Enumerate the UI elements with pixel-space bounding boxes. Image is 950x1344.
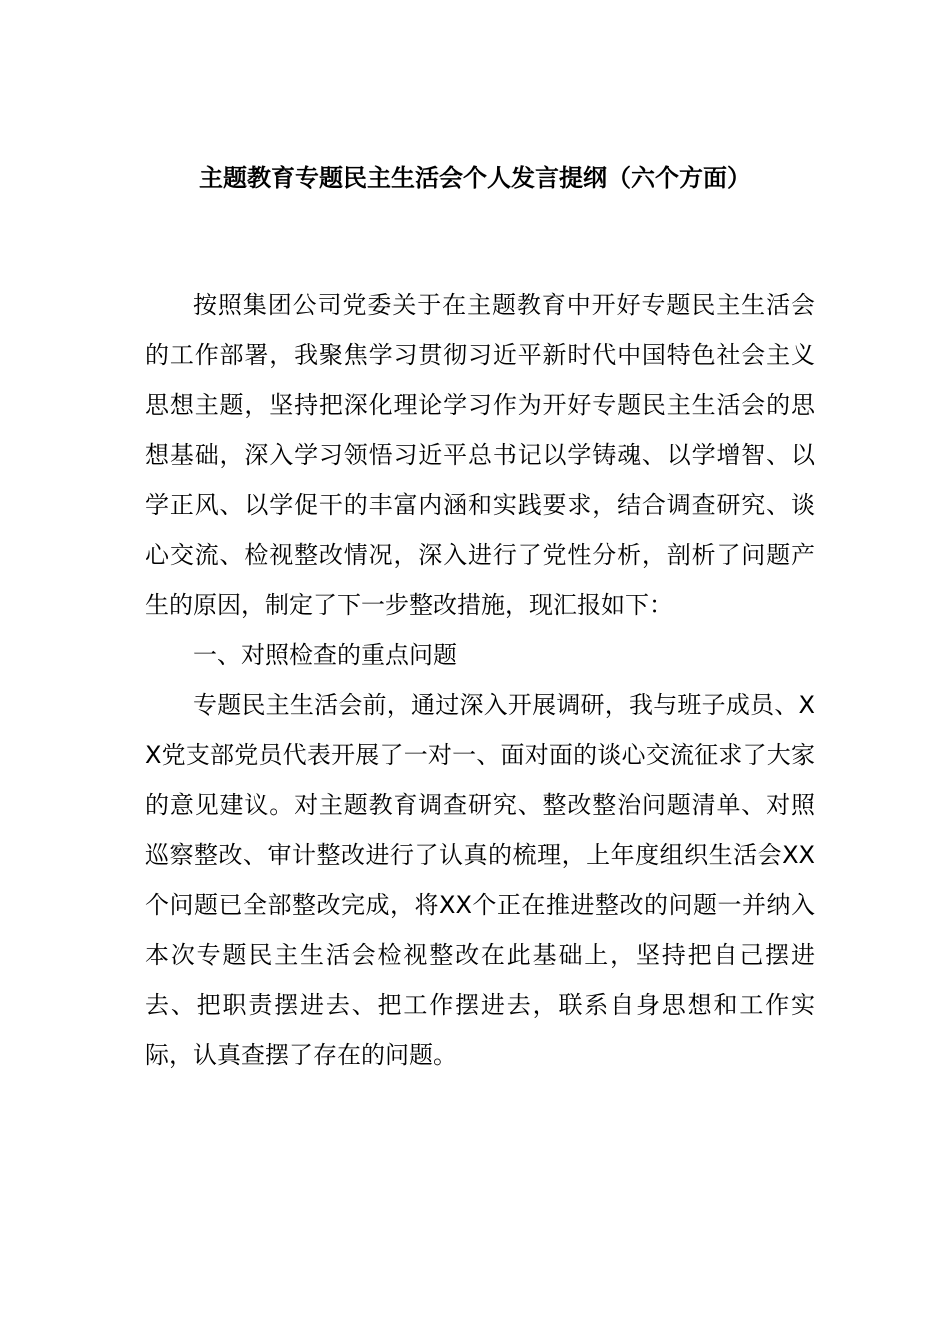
section-1-paragraph: 专题民主生活会前，通过深入开展调研，我与班子成员、XX党支部党员代表开展了一对一、面对面的谈心交流征求了大家的意见建议。对主题教育调查研究、整改整治问题清单、对照巡察整改、审计整改进行了认真的梳理，上年度组织生活会XX个问题已全部整改完成，将XX个正在推进整改的问题一并纳入本次专题民主生活会检视整改在此基础上，坚持把自己摆进去、把职责摆进去、把工作摆进去，联系自身思想和工作实际，认真查摆了存在的问题。 bbox=[145, 691, 815, 1069]
section-heading-1: 一、对照检查的重点问题 bbox=[193, 641, 457, 669]
document-body bbox=[145, 280, 815, 1080]
document-title: 主题教育专题民主生活会个人发言提纲（六个方面） bbox=[199, 164, 751, 192]
intro-paragraph: 按照集团公司党委关于在主题教育中开好专题民主生活会的工作部署，我聚焦学习贯彻习近平新时代中国特色社会主义思想主题，坚持把深化理论学习作为开好专题民主生活会的思想基础，深入学习领悟习近平总书记以学铸魂、以学增智、以学正风、以学促干的丰富内涵和实践要求，结合调查研究、谈心交流、检视整改情况，深入进行了党性分析，剖析了问题产生的原因，制定了下一步整改措施，现汇报如下： bbox=[145, 291, 815, 619]
